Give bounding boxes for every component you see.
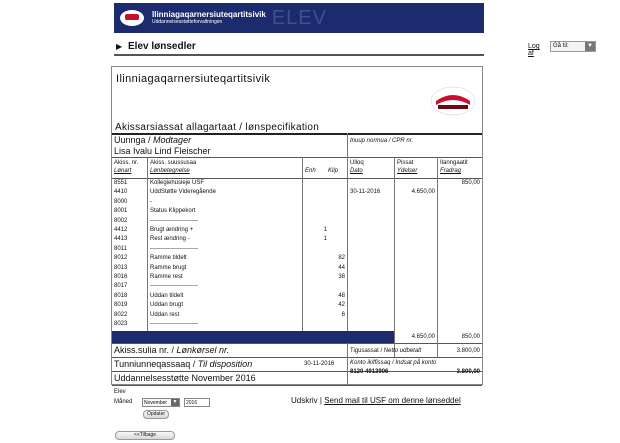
row-clip: 38: [338, 274, 345, 280]
book-logo-icon: [428, 79, 478, 119]
col-code-top: Akiss. nr.: [114, 160, 139, 166]
col-date-top: Ulloq: [350, 160, 364, 166]
brand-text: [152, 11, 266, 25]
row-code: 8001: [114, 208, 128, 215]
col-clip: Klip: [328, 168, 339, 174]
print-link[interactable]: Udskriv: [291, 396, 318, 405]
col-desc-bottom: Lønbetegnelse: [150, 168, 190, 174]
brand-line2: Uddannelsesstøtteforvaltningen: [152, 19, 223, 25]
goto-select[interactable]: [550, 41, 596, 52]
row-code: 8017: [114, 283, 128, 290]
net-paid-label: Tigusassat / Netto udbetalt: [350, 348, 422, 354]
brand-elev: ELEV: [271, 6, 327, 29]
row-paid: 4.650,00: [411, 189, 435, 196]
col-unit: Enh: [305, 168, 316, 174]
row-desc: ------------------------: [150, 283, 198, 290]
row-desc: ------------------------: [150, 245, 198, 252]
recipient-name: Lisa Ivalu Lind Fleischer: [114, 146, 211, 156]
row-code: 4413: [114, 236, 128, 243]
col-deduct-bottom: Fradrag: [440, 168, 462, 174]
row-desc: Uddan rest: [150, 311, 180, 318]
row-code: 8551: [114, 180, 128, 186]
row-code: 8019: [114, 302, 128, 309]
action-links: [291, 396, 461, 405]
account-label: Konto ikiffissaq / Indsat på konto: [350, 360, 437, 366]
row-desc: Uddan tildelt: [150, 292, 184, 299]
disposition-date: 30-11-2016: [304, 361, 335, 367]
row-clip: 6: [341, 311, 345, 318]
row-desc: Status Klippekort: [150, 208, 196, 215]
account-value: 3.800,00: [456, 369, 480, 375]
logout-link[interactable]: Log af: [528, 43, 540, 57]
update-button[interactable]: Opdater: [143, 410, 169, 419]
col-paid-top: Pissat: [397, 160, 414, 166]
row-code: 8012: [114, 255, 128, 262]
page-title: Elev lønsedler: [128, 41, 196, 52]
row-code: 8016: [114, 274, 128, 280]
col-deduct-top: Ilanngaatit: [440, 160, 468, 166]
row-clip: 42: [338, 302, 345, 309]
row-date: 30-11-2016: [350, 189, 381, 196]
cpr-label: Inuup normua / CPR nr.: [350, 138, 414, 144]
account-number: 8120 4913906: [350, 369, 389, 375]
row-desc: Kollegiehusleje USF: [150, 180, 205, 186]
elev-label: Elev: [114, 389, 126, 395]
row-code: 8011: [114, 245, 127, 252]
row-desc: ------------------------: [150, 321, 198, 327]
book-logo-icon: [120, 6, 144, 30]
col-date-bottom: Dato: [350, 168, 363, 174]
disposition-label: Tunniunneqassaaq / Til disposition: [114, 359, 253, 369]
row-desc: Ramme tildelt: [150, 255, 187, 262]
month-select[interactable]: [142, 398, 180, 407]
payslip-document: [111, 66, 483, 385]
row-unit: 1: [323, 227, 327, 233]
row-desc: -: [150, 198, 152, 205]
row-desc: ------------------------: [150, 217, 198, 224]
net-paid-value: 3.800,00: [456, 348, 480, 354]
row-desc: Brugt ændring +: [150, 227, 194, 233]
col-desc-top: Akiss. suussusaa: [150, 160, 197, 166]
link-separator: |: [319, 396, 322, 405]
row-code: 8013: [114, 264, 128, 271]
col-code-bottom: Lønart: [114, 168, 132, 174]
month-label: Måned: [114, 399, 133, 405]
total-paid: 4.650,00: [411, 334, 435, 340]
row-desc: Rest ændring -: [150, 236, 190, 243]
payrun-label: Akiss.sulia nr. / Lønkørsel nr.: [114, 345, 230, 355]
recipient-heading: Uunnga / Modtager: [114, 135, 192, 145]
back-button[interactable]: <<Tilbage: [115, 431, 175, 440]
row-desc: Uddan brugt: [150, 302, 184, 309]
row-clip: 82: [338, 255, 345, 262]
row-code: 8002: [114, 217, 128, 224]
title-bar: [114, 39, 593, 57]
triangle-right-icon: ▶: [116, 42, 123, 51]
total-deduct: 850,00: [461, 334, 480, 340]
row-code: 4410: [114, 189, 128, 196]
row-code: 8000: [114, 198, 128, 205]
row-deduct: 850,00: [461, 180, 480, 186]
period-title: Uddannelsesstøtte November 2016: [114, 373, 256, 383]
row-code: 8022: [114, 311, 128, 318]
row-unit: 1: [323, 236, 327, 243]
row-clip: 44: [338, 264, 345, 271]
row-desc: Ramme rest: [150, 274, 183, 280]
row-code: 8018: [114, 292, 128, 299]
chevron-down-icon: ▼: [585, 42, 595, 51]
send-mail-link[interactable]: Send mail til USF om denne lønseddel: [324, 396, 461, 405]
row-clip: 48: [338, 292, 345, 299]
chevron-down-icon: ▼: [172, 399, 178, 405]
col-paid-bottom: Ydelser: [397, 168, 418, 174]
organization-name: Ilinniagaqarnersiuteqartitsivik: [116, 73, 271, 85]
goto-select-value: Gå til:: [553, 43, 569, 49]
app-header: [114, 3, 484, 33]
row-code: 4412: [114, 227, 128, 233]
document-title: Akissarsiassat allagartaat / lønspecifikation: [115, 122, 320, 133]
row-code: 8023: [114, 321, 128, 327]
month-select-value: November: [144, 400, 168, 406]
row-desc: UddStøtte Videregående: [150, 189, 216, 196]
row-desc: Ramme brugt: [150, 264, 187, 271]
totals-bar: [112, 331, 394, 343]
brand-line1: Ilinniagaqarnersiuteqartitsivik: [152, 10, 266, 19]
year-input[interactable]: 2016: [184, 398, 210, 407]
